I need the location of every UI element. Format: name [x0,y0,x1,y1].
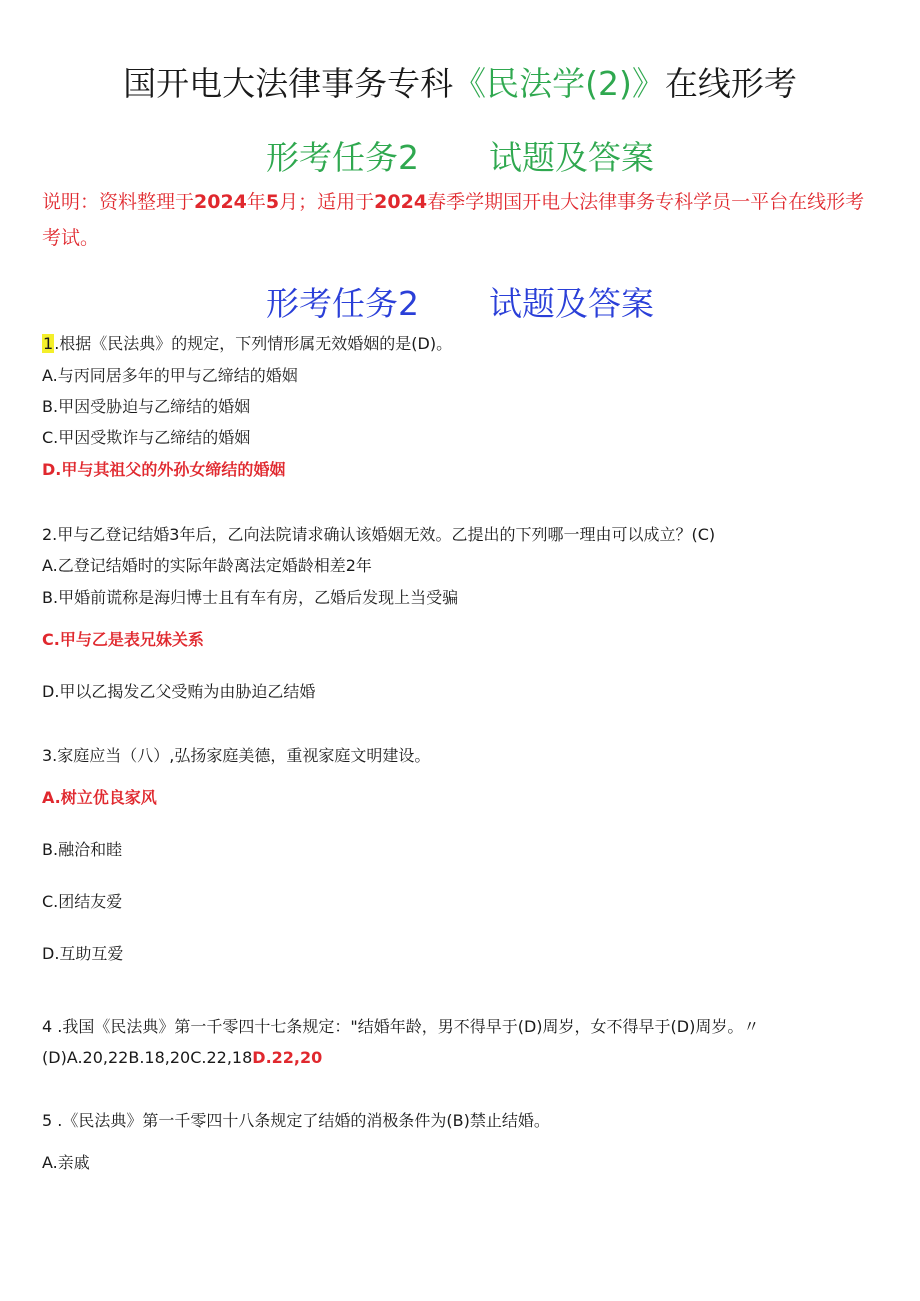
question-1-option-c: C.甲因受欺诈与乙缔结的婚姻 [42,428,251,447]
question-4-answer: D.22,20 [252,1048,323,1067]
question-3-option-d: D.互助互爱 [42,944,124,963]
question-1-option-a: A.与丙同居多年的甲与乙缔结的婚姻 [42,366,298,385]
note-text: 年 [246,191,266,213]
note-text: 月；适用于 [279,191,375,213]
question-3-option-c: C.团结友爱 [42,892,123,911]
question-2-option-b: B.甲婚前谎称是海归博士且有车有房，乙婚后发现上当受骗 [42,588,459,607]
question-options-text: (D)A.20,22B.18,20C.22,18 [42,1048,253,1067]
question-5-stem: 5 .《民法典》第一千零四十八条规定了结婚的消极条件为(B)禁止结婚。 [42,1111,550,1130]
note-text: 说明：资料整理于 [42,191,195,213]
title-course-name: 《民法学(2)》 [453,64,665,103]
question-1-option-b: B.甲因受胁迫与乙缔结的婚姻 [42,397,251,416]
subtitle-suffix: 试题及答案 [489,284,654,323]
document-title [0,58,920,105]
question-4-stem: 4 .我国《民法典》第一千零四十七条规定："结婚年龄，男不得早于(D)周岁，女不得早于(D)周岁。〃 [42,1017,760,1036]
subtitle-green [0,132,920,179]
question-text: .根据《民法典》的规定，下列情形属无效婚姻的是(D)。 [54,334,453,353]
question-2-stem: 2.甲与乙登记结婚3年后，乙向法院请求确认该婚姻无效。乙提出的下列哪一理由可以成立？(C) [42,525,716,544]
note-year: 2024 [194,191,247,213]
question-1-stem [42,333,452,355]
question-3-answer: A.树立优良家风 [42,788,157,807]
subtitle-task: 形考任务2 [266,284,419,323]
question-5-option-a: A.亲戚 [42,1153,90,1172]
question-3-stem: 3.家庭应当（八）,弘扬家庭美德，重视家庭文明建设。 [42,746,431,765]
question-3-option-b: B.融洽和睦 [42,840,123,859]
subtitle-blue [0,278,920,325]
title-text: 国开电大法律事务专科 [123,64,454,103]
question-2-answer: C.甲与乙是表兄妹关系 [42,630,204,649]
note-year: 2024 [374,191,428,213]
title-suffix: 在线形考 [664,64,797,103]
question-2-option-d: D.甲以乙揭发乙父受贿为由胁迫乙结婚 [42,682,316,701]
highlight-mark: 1 [43,334,54,353]
question-4-options [42,1047,322,1069]
note-month: 5 [265,191,280,213]
note-text: 春季学期国开电大法律事务专科学员一平台在线形考考试。 [42,191,865,249]
question-1-answer: D.甲与其祖父的外孙女缔结的婚姻 [42,460,286,479]
subtitle-suffix: 试题及答案 [489,138,654,177]
question-2-option-a: A.乙登记结婚时的实际年龄离法定婚龄相差2年 [42,556,372,575]
subtitle-task: 形考任务2 [266,138,419,177]
description-note [42,184,882,256]
